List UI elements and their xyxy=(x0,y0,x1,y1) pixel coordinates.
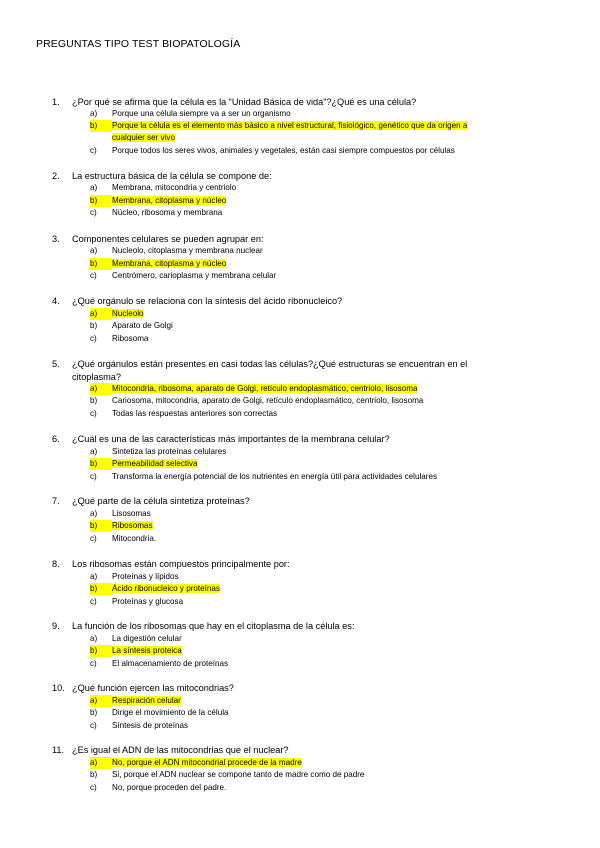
option-text: Si, porque el ADN nuclear se compone tanto de madre como de padre xyxy=(112,770,365,779)
option-text xyxy=(112,120,564,132)
option-letter: c) xyxy=(90,146,97,155)
option-letter: a) xyxy=(90,246,98,255)
option-text: Síntesis de proteínas xyxy=(112,720,189,730)
option-text: Dirige el movimiento de la célula xyxy=(112,708,229,717)
question-text: ¿Qué función ejercen las mitocondrias? xyxy=(72,683,234,693)
option-highlight: Ácido ribonucleico y proteínas xyxy=(112,584,220,593)
option-letter: b) xyxy=(90,258,112,270)
question-number: 6. xyxy=(52,434,60,444)
question-text: Los ribosomas están compuestos principalmente por: xyxy=(72,559,290,569)
option-text xyxy=(112,258,564,270)
option-letter: a) xyxy=(90,446,98,456)
option-highlight: Mitocondria, ribosoma, aparato de Golgi, retículo endoplasmático, centriolo, lisosoma xyxy=(112,383,418,393)
document-title: PREGUNTAS TIPO TEST BIOPATOLOGÍA xyxy=(36,38,241,50)
option-text: Ribosoma xyxy=(112,333,149,343)
option-letter: a) xyxy=(90,508,98,518)
option-letter: a) xyxy=(90,757,112,769)
option-text xyxy=(112,520,564,532)
question-text: ¿Qué orgánulos están presentes en casi todas las células?¿Qué estructuras se encuentran en el xyxy=(72,359,468,369)
option-text: Mitocondria. xyxy=(112,533,157,543)
option-letter: a) xyxy=(90,695,112,707)
option-text: Proteínas y glucosa xyxy=(112,596,184,606)
question-number: 9. xyxy=(52,621,60,631)
question-text: ¿Por qué se afirma que la célula es la “Unidad Básica de vida”?¿Qué es una célula? xyxy=(72,97,417,107)
option-text: Aparato de Golgi xyxy=(112,321,173,330)
option-text xyxy=(112,695,564,707)
option-text: El almacenamiento de proteínas xyxy=(112,658,229,668)
option-letter: b) xyxy=(90,520,112,532)
option-text xyxy=(112,458,564,470)
option-letter: b) xyxy=(90,645,112,657)
option-letter: c) xyxy=(90,208,97,217)
option-text-line-2: cualquier ser vivo xyxy=(112,133,175,142)
question-text: ¿Qué orgánulo se relaciona con la síntesis del ácido ribonucleico? xyxy=(72,296,343,306)
option-letter: c) xyxy=(90,782,97,792)
option-letter: a) xyxy=(90,109,98,118)
option-highlight: Membrana, citoplasma y núcleo xyxy=(112,195,227,205)
option-highlight: Permeabilidad selectiva xyxy=(112,459,198,468)
option-letter: b) xyxy=(90,396,98,405)
option-letter: a) xyxy=(90,308,112,320)
option-letter: a) xyxy=(90,633,98,643)
option-text: Nucleolo, citoplasma y membrana nuclear xyxy=(112,246,263,255)
option-text-line-1: Porque la célula es el elemento más básico a nivel estructural, fisiológico, genético que da origen a xyxy=(112,121,468,130)
option-letter: c) xyxy=(90,596,97,606)
option-letter: c) xyxy=(90,658,97,668)
option-letter: b) xyxy=(90,708,98,717)
option-text: Lisosomas xyxy=(112,508,151,518)
option-text xyxy=(112,132,564,144)
question-text: ¿Es igual el ADN de las mitocondrias que el nuclear? xyxy=(72,745,289,755)
question-number: 5. xyxy=(52,359,60,369)
option-letter: b) xyxy=(90,770,98,779)
option-letter: b) xyxy=(90,583,112,595)
option-highlight: Nucleolo xyxy=(112,308,144,318)
option-text: La digestión celular xyxy=(112,633,182,643)
question-number: 4. xyxy=(52,296,60,306)
question-text: Componentes celulares se pueden agrupar en: xyxy=(72,234,264,244)
option-letter: b) xyxy=(90,458,112,470)
option-text: Todas las respuestas anteriores son correctas xyxy=(112,408,278,418)
option-text: Núcleo, ribosoma y membrana xyxy=(112,208,223,217)
option-highlight: Ribosomas xyxy=(112,521,153,530)
option-text xyxy=(112,383,564,395)
question-text-line-2: citoplasma? xyxy=(72,371,122,382)
option-letter: b) xyxy=(90,120,112,132)
option-text xyxy=(112,645,564,657)
question-text: La estructura básica de la célula se compone de: xyxy=(72,171,272,181)
option-letter: c) xyxy=(90,720,97,730)
option-letter: a) xyxy=(90,183,98,192)
option-letter: b) xyxy=(90,195,112,207)
option-text: Proteínas y lípidos xyxy=(112,571,179,581)
question-text: ¿Qué parte de la célula sintetiza proteínas? xyxy=(72,496,250,506)
question-text: La función de los ribosomas que hay en el citoplasma de la célula es: xyxy=(72,621,355,631)
option-letter: c) xyxy=(90,408,97,418)
option-letter: c) xyxy=(90,471,97,481)
question-number: 11. xyxy=(52,745,65,755)
question-text: ¿Cuál es una de las características más importantes de la membrana celular? xyxy=(72,434,390,444)
option-highlight: La síntesis proteica xyxy=(112,646,182,655)
option-text: Cariosoma, mitocondria, aparato de Golgi, retículo endoplasmático, centriolo, lisosoma xyxy=(112,396,424,405)
option-letter: c) xyxy=(90,333,97,343)
option-text: Transforma la energía potencial de los nutrientes en energía útil para actividades celulares xyxy=(112,471,437,481)
option-text: Centrómero, carioplasma y membrana celular xyxy=(112,271,277,280)
option-letter: a) xyxy=(90,571,98,581)
option-highlight: Respiración celular xyxy=(112,695,181,705)
option-text: Porque una célula siempre va a ser un organismo xyxy=(112,109,291,118)
option-letter: c) xyxy=(90,271,97,280)
question-number: 2. xyxy=(52,171,60,181)
option-text xyxy=(112,308,564,320)
option-letter: c) xyxy=(90,533,97,543)
option-text xyxy=(112,195,564,207)
question-number: 1. xyxy=(52,97,60,107)
option-text: Membrana, mitocondria y centriolo xyxy=(112,183,237,192)
question-number: 8. xyxy=(52,559,60,569)
option-text xyxy=(112,583,564,595)
question-number: 7. xyxy=(52,496,60,506)
option-text: No, porque proceden del padre. xyxy=(112,782,227,792)
option-highlight: Membrana, citoplasma y núcleo xyxy=(112,258,227,268)
option-letter: b) xyxy=(90,321,98,330)
option-letter: a) xyxy=(90,383,112,395)
question-number: 10. xyxy=(52,683,65,693)
option-text xyxy=(112,757,564,769)
option-highlight: No, porque el ADN mitocondrial procede de la madre xyxy=(112,757,302,767)
option-text: Porque todos los seres vivos, animales y vegetales, están casi siempre compuestos por células xyxy=(112,146,455,155)
option-text: Sintetiza las proteínas celulares xyxy=(112,446,227,456)
question-number: 3. xyxy=(52,234,60,244)
